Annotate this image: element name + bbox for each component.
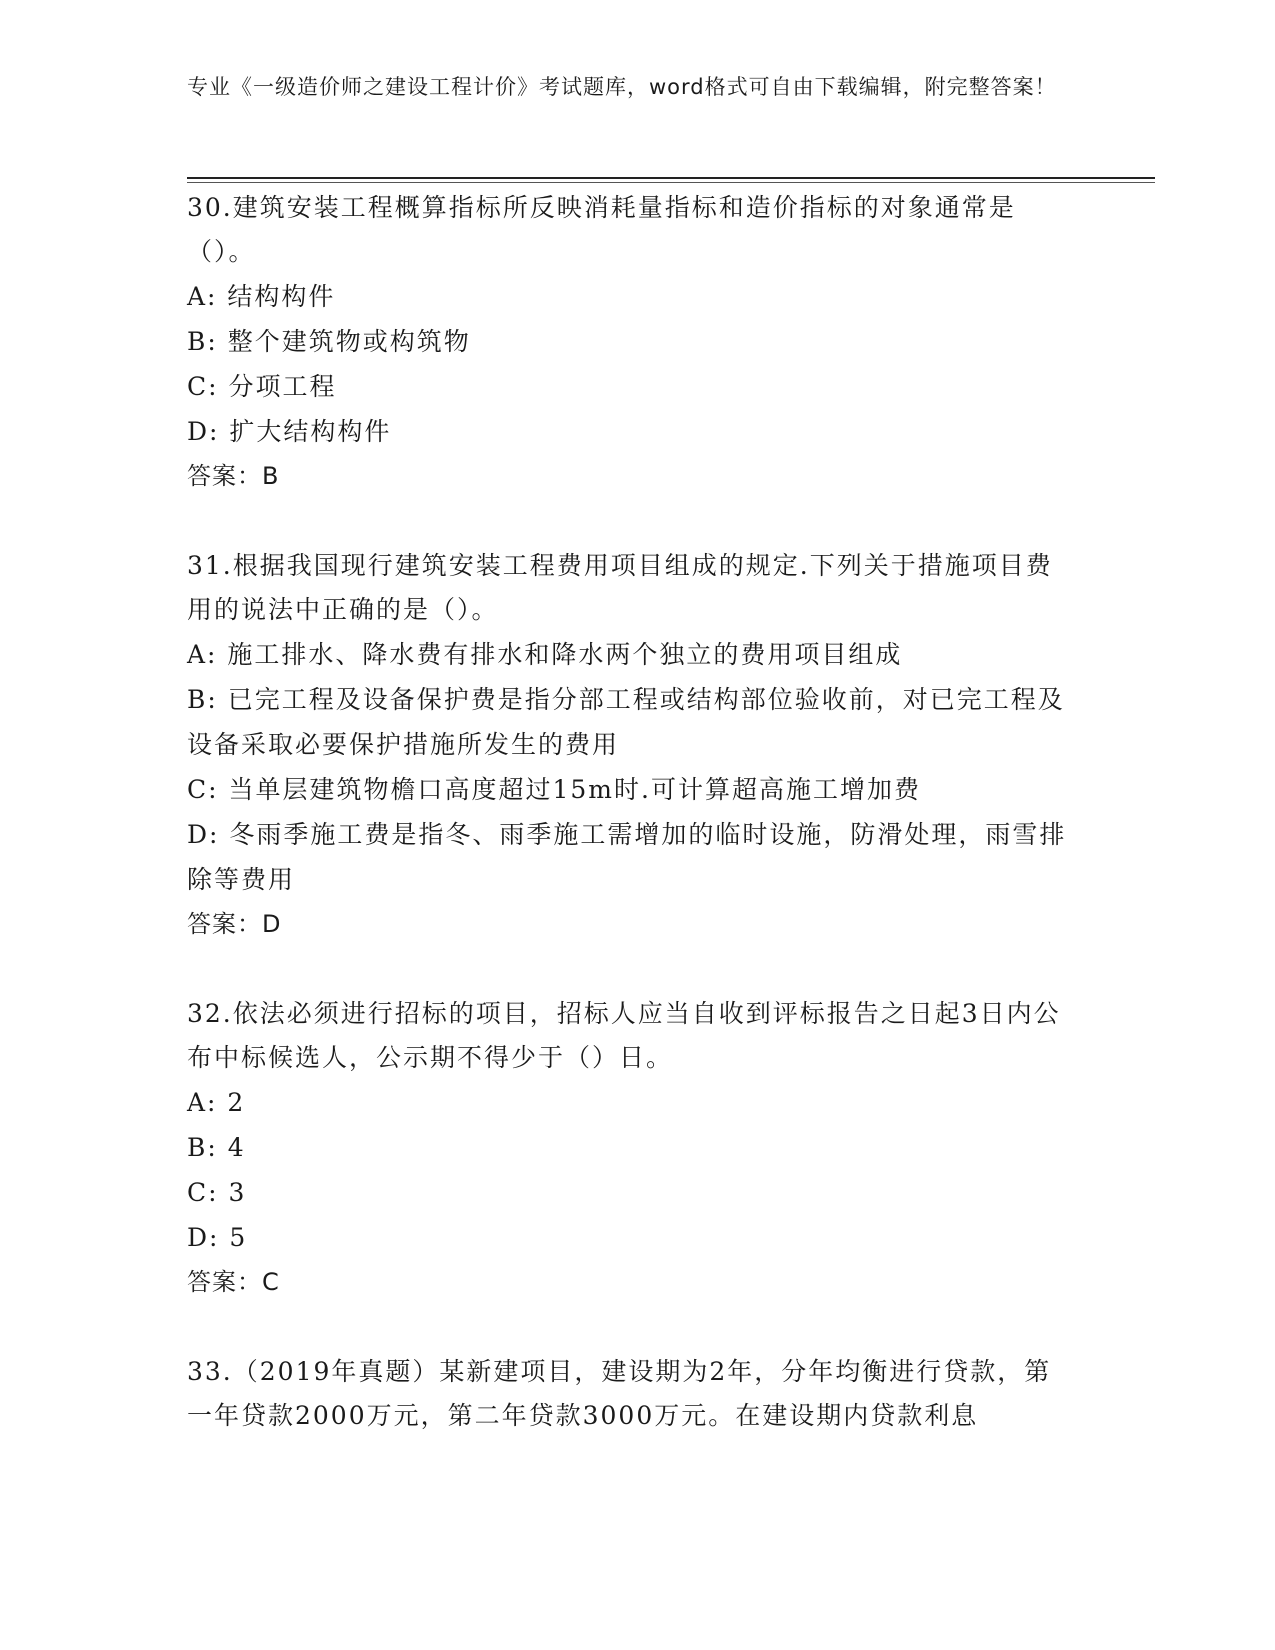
question-list	[187, 186, 1067, 1483]
answer: 答案：C	[187, 1268, 280, 1296]
question-stem: 31.根据我国现行建筑安装工程费用项目组成的规定.下列关于措施项目费用的说法中正确的是（）。	[187, 551, 1053, 624]
question-30	[187, 186, 1067, 499]
question-stem: 30.建筑安装工程概算指标所反映消耗量指标和造价指标的对象通常是（）。	[187, 193, 1016, 266]
header-divider-thin	[187, 182, 1155, 183]
option-d: D: 冬雨季施工费是指冬、雨季施工需增加的临时设施，防滑处理，雨雪排除等费用	[187, 820, 1067, 894]
option-a: A: 施工排水、降水费有排水和降水两个独立的费用项目组成	[187, 640, 903, 669]
option-d: D: 5	[187, 1223, 248, 1252]
option-b: B: 已完工程及设备保护费是指分部工程或结构部位验收前，对已完工程及设备采取必要保护措施所发生的费用	[187, 685, 1065, 759]
header-divider-thick	[187, 177, 1155, 179]
question-32	[187, 992, 1067, 1305]
question-stem: 33.（2019年真题）某新建项目，建设期为2年，分年均衡进行贷款，第一年贷款2000万元，第二年贷款3000万元。在建设期内贷款利息	[187, 1357, 1052, 1430]
question-33	[187, 1350, 1067, 1438]
question-31	[187, 544, 1067, 947]
option-a: A: 结构构件	[187, 282, 336, 311]
option-a: A: 2	[187, 1088, 246, 1117]
option-b: B: 4	[187, 1133, 246, 1162]
option-c: C: 3	[187, 1178, 247, 1207]
page-header: 专业《一级造价师之建设工程计价》考试题库，word格式可自由下载编辑，附完整答案！	[187, 75, 1057, 99]
option-d: D: 扩大结构构件	[187, 417, 392, 446]
option-c: C: 分项工程	[187, 372, 337, 401]
question-stem: 32.依法必须进行招标的项目，招标人应当自收到评标报告之日起3日内公布中标候选人，公示期不得少于（）日。	[187, 999, 1061, 1072]
option-c: C: 当单层建筑物檐口高度超过15m时.可计算超高施工增加费	[187, 775, 921, 804]
option-b: B: 整个建筑物或构筑物	[187, 327, 471, 356]
answer: 答案：D	[187, 910, 282, 938]
answer: 答案：B	[187, 462, 280, 490]
